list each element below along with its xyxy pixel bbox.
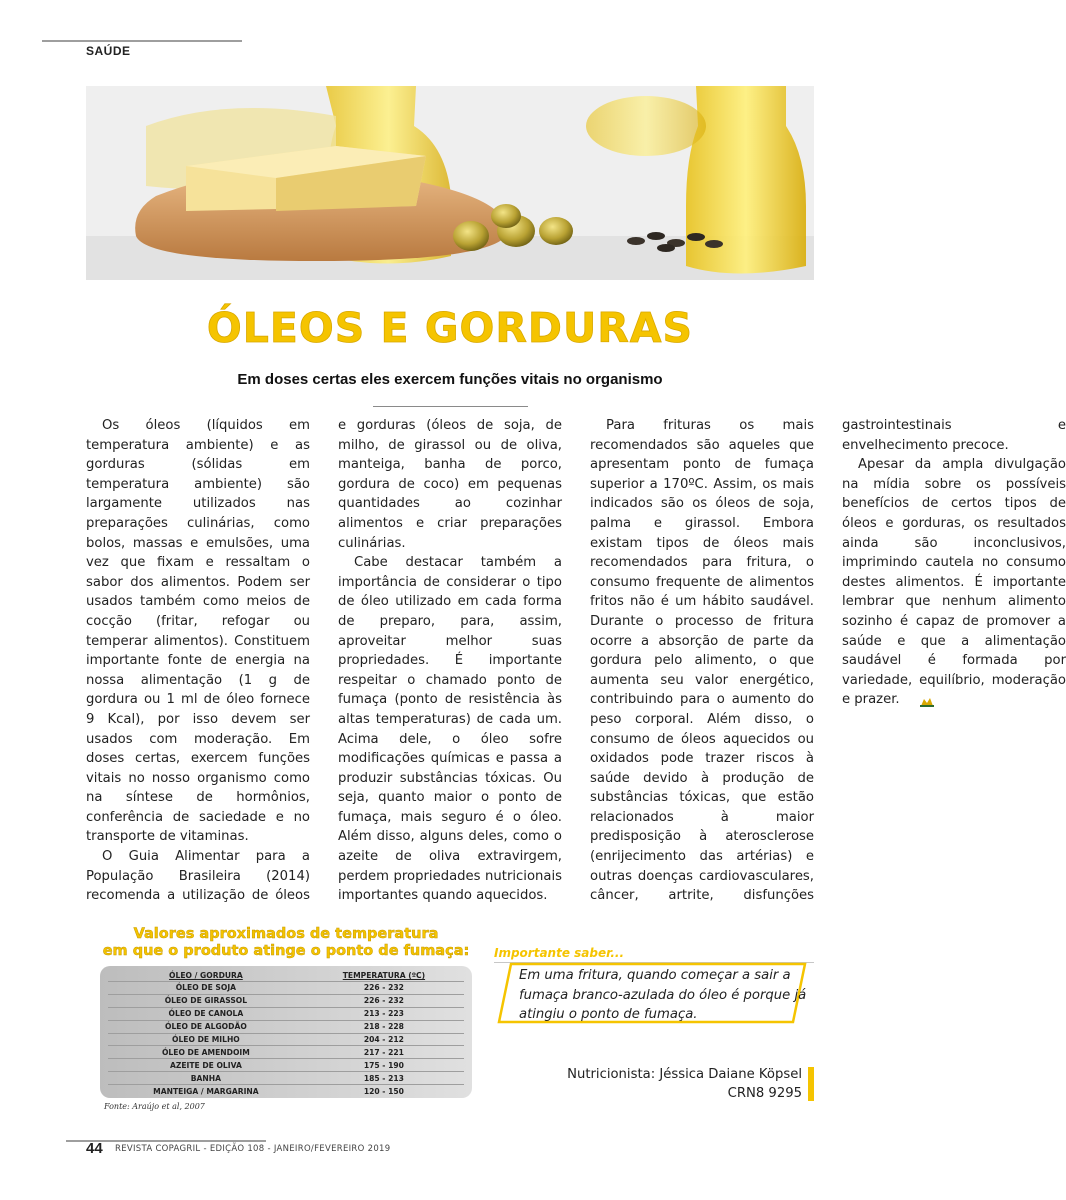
table-cell: 218 - 228 — [304, 1020, 464, 1033]
page-number: 44 — [86, 1140, 103, 1157]
table-row — [108, 1059, 464, 1072]
author-name: Nutricionista: Jéssica Daiane Köpsel — [567, 1067, 802, 1082]
paragraph: Cabe destacar também a importância de considerar o tipo de óleo utilizado em cada forma de preparo, para, assim, aproveitar melhor suas propriedades. É importante respeitar o chamado ponto de fumaça (ponto de resistência às altas temperaturas) de cada um. Acima dele, o óleo sofre modificações químicas e passa a produzir substâncias tóxicas. Ou seja, quanto maior o ponto de fumaça, mais seguro é o óleo. Além disso, alguns deles, como o azeite de oliva extravirgem, perdem propriedades nutricionais importantes quando aquecidos. — [338, 555, 562, 904]
column-header: ÓLEO / GORDURA — [169, 971, 243, 980]
table-cell: ÓLEO DE GIRASSOL — [108, 994, 304, 1007]
table-cell: 226 - 232 — [304, 994, 464, 1007]
table-cell: MANTEIGA / MARGARINA — [108, 1085, 304, 1097]
table-row — [108, 1033, 464, 1046]
article-title: ÓLEOS E GORDURAS — [206, 304, 694, 352]
paragraph: Apesar da ampla divulgação na mídia sobre os possíveis benefícios de certos tipos de óleos e gorduras, os resultados ainda são inconclusivos, imprimindo cautela no consumo destes alimentos. É importante lembrar que nenhum alimento sozinho é capaz de promover a saúde e que a alimentação saudável é formada por variedade, equilíbrio, moderação e prazer. — [842, 457, 1066, 708]
table-source: Fonte: Araújo et al, 2007 — [104, 1102, 205, 1111]
paragraph-last — [842, 455, 1066, 710]
author-crn: CRN8 9295 — [727, 1086, 802, 1101]
table-cell: ÓLEO DE SOJA — [108, 982, 304, 995]
copagril-logo-icon — [904, 694, 918, 704]
hero-image — [86, 86, 814, 280]
smoke-point-table-box — [100, 966, 472, 1098]
paragraph: Para frituras os mais recomendados são aqueles que apresentam ponto de fumaça superior a 170ºC. Assim, os mais indicados são os óleos de soja, palma e girassol. Embora existam tipos de óleos mais recomendados para fritura, o consumo frequente de alimentos fritos não é um hábito saudável. Durante o processo de fritura ocorre a absorção de parte da gordura pelo alimento, o que aumenta seu valor energético, contribuindo para o aumento do peso corporal. Além disso, o consumo de óleos aquecidos ou oxidados pode trazer riscos à saúde devido à produção de substâncias tóxicas, que estão relacionados à maior predisposição à aterosclerose (enrijecimento das artérias) e outras doenças cardiovasculares, câncer, artrite, disfunções gastrointestinais e envelhecimento precoce. — [590, 418, 1066, 904]
table-cell: ÓLEO DE ALGODÃO — [108, 1020, 304, 1033]
section-rule — [42, 40, 242, 42]
table-cell: 226 - 232 — [304, 982, 464, 995]
table-title-line: em que o produto atinge o ponto de fumaça: — [102, 943, 470, 959]
author-accent-bar — [808, 1067, 814, 1101]
table-row — [108, 1072, 464, 1085]
publication-info: REVISTA COPAGRIL - EDIÇÃO 108 - JANEIRO/FEVEREIRO 2019 — [115, 1144, 391, 1154]
tip-text: Em uma fritura, quando começar a sair a fumaça branco-azulada do óleo é porque já atingiu o ponto de fumaça. — [519, 968, 807, 1023]
table-cell: AZEITE DE OLIVA — [108, 1059, 304, 1072]
table-row — [108, 982, 464, 995]
table-title — [86, 926, 486, 960]
table-cell: 185 - 213 — [304, 1072, 464, 1085]
subtitle-divider — [373, 406, 528, 407]
table-cell: BANHA — [108, 1072, 304, 1085]
tip-box — [497, 962, 807, 1024]
smoke-point-table — [108, 970, 464, 1097]
table-cell: 213 - 223 — [304, 1007, 464, 1020]
table-title-line: Valores aproximados de temperatura — [133, 926, 439, 942]
paragraph: Os óleos (líquidos em temperatura ambiente) e as gorduras (sólidas em temperatura ambiente) são largamente utilizados nas preparações culinárias, como bolos, massas e emulsões, uma vez que fixam e ressaltam o sabor dos alimentos. Podem ser usados também como meios de cocção (fritar, refogar ou temperar alimentos). Constituem importante fonte de energia na nossa alimentação (1 g de gordura ou 1 ml de óleo fornece 9 Kcal), por isso devem ser usados com moderação. Em doses certas, exercem funções vitais no nosso organismo como na síntese de hormônios, conferência de saciedade e no transporte de vitaminas. — [86, 418, 310, 845]
table-cell: ÓLEO DE MILHO — [108, 1033, 304, 1046]
table-row — [108, 994, 464, 1007]
table-cell: 175 - 190 — [304, 1059, 464, 1072]
article-body — [86, 416, 1066, 912]
table-cell: ÓLEO DE AMENDOIM — [108, 1046, 304, 1059]
paragraph: O Guia Alimentar para a População Brasileira (2014) recomenda a utilização de óleos e gorduras (óleos de soja, de milho, de girassol ou de oliva, manteiga, banha de porco, gordura de coco) em pequenas quantidades ao cozinhar alimentos e criar preparações culinárias. — [86, 418, 562, 904]
table-cell: 217 - 221 — [304, 1046, 464, 1059]
section-label: SAÚDE — [86, 44, 131, 58]
table-row — [108, 1020, 464, 1033]
article-subtitle: Em doses certas eles exercem funções vitais no organismo — [237, 371, 663, 388]
tip-box-title: Importante saber... — [494, 946, 625, 960]
table-row — [108, 1007, 464, 1020]
table-cell: 204 - 212 — [304, 1033, 464, 1046]
column-header: TEMPERATURA (ºC) — [342, 971, 426, 980]
table-header-row — [108, 970, 464, 982]
table-cell: 120 - 150 — [304, 1085, 464, 1097]
table-row — [108, 1085, 464, 1097]
table-row — [108, 1046, 464, 1059]
table-cell: ÓLEO DE CANOLA — [108, 1007, 304, 1020]
